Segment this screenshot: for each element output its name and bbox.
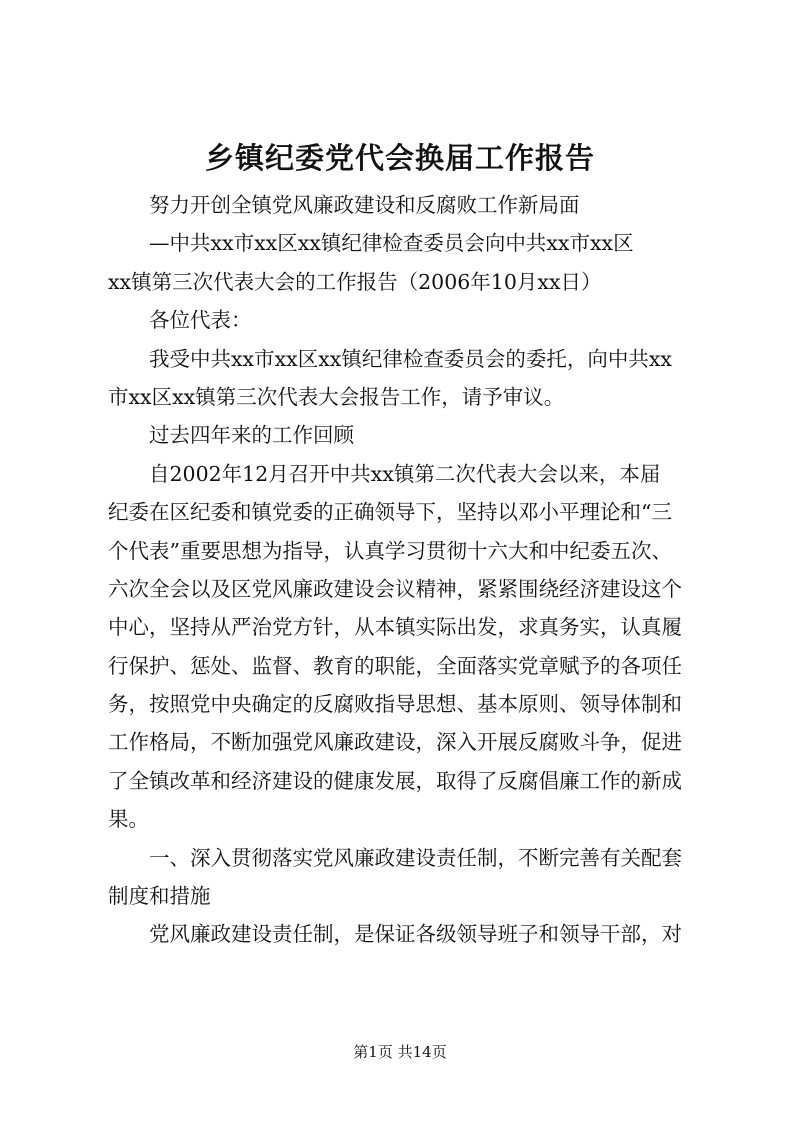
section-heading-line: 一、深入贯彻落实党风廉政建设责任制，不断完善有关配套 [149,845,682,870]
paragraph-line: 六次全会以及区党风廉政建设会议精神，紧紧围绕经济建设这个 [108,576,682,601]
paragraph-line: 果。 [108,807,149,832]
paragraph-line: 工作格局，不断加强党风廉政建设，深入开展反腐败斗争，促进 [108,730,682,755]
paragraph-line: 中心，坚持从严治党方针，从本镇实际出发，求真务实，认真履 [108,615,682,640]
paragraph-line: 市xx区xx镇第三次代表大会报告工作，请予审议。 [108,384,565,409]
paragraph-line: 务，按照党中央确定的反腐败指导思想、基本原则、领导体制和 [108,692,682,717]
paragraph-line: 行保护、惩处、监督、教育的职能，全面落实党章赋予的各项任 [108,653,682,678]
subtitle-line: xx镇第三次代表大会的工作报告（2006年10月xx日） [108,269,602,294]
section-heading-line: 过去四年来的工作回顾 [149,423,354,448]
paragraph-line: 党风廉政建设责任制，是保证各级领导班子和领导干部，对 [149,922,682,947]
paragraph-line: 了全镇改革和经济建设的健康发展，取得了反腐倡廉工作的新成 [108,768,682,793]
paragraph-line: 纪委在区纪委和镇党委的正确领导下，坚持以邓小平理论和“三 [108,500,672,525]
salutation-line: 各位代表： [149,308,252,333]
subtitle-line: 努力开创全镇党风廉政建设和反腐败工作新局面 [149,193,580,217]
paragraph-line: 我受中共xx市xx区xx镇纪律检查委员会的委托，向中共xx [149,346,672,371]
section-heading-line: 制度和措施 [108,884,211,909]
page-number-footer: 第1页 共14页 [353,1043,447,1061]
document-body [108,186,708,954]
document-title: 乡镇纪委党代会换届工作报告 [204,141,595,175]
subtitle-line: —中共xx市xx区xx镇纪律检查委员会向中共xx市xx区 [149,231,634,256]
paragraph-line: 自2002年12月召开中共xx镇第二次代表大会以来，本届 [149,461,661,486]
paragraph-line: 个代表”重要思想为指导，认真学习贯彻十六大和中纪委五次、 [108,538,672,563]
